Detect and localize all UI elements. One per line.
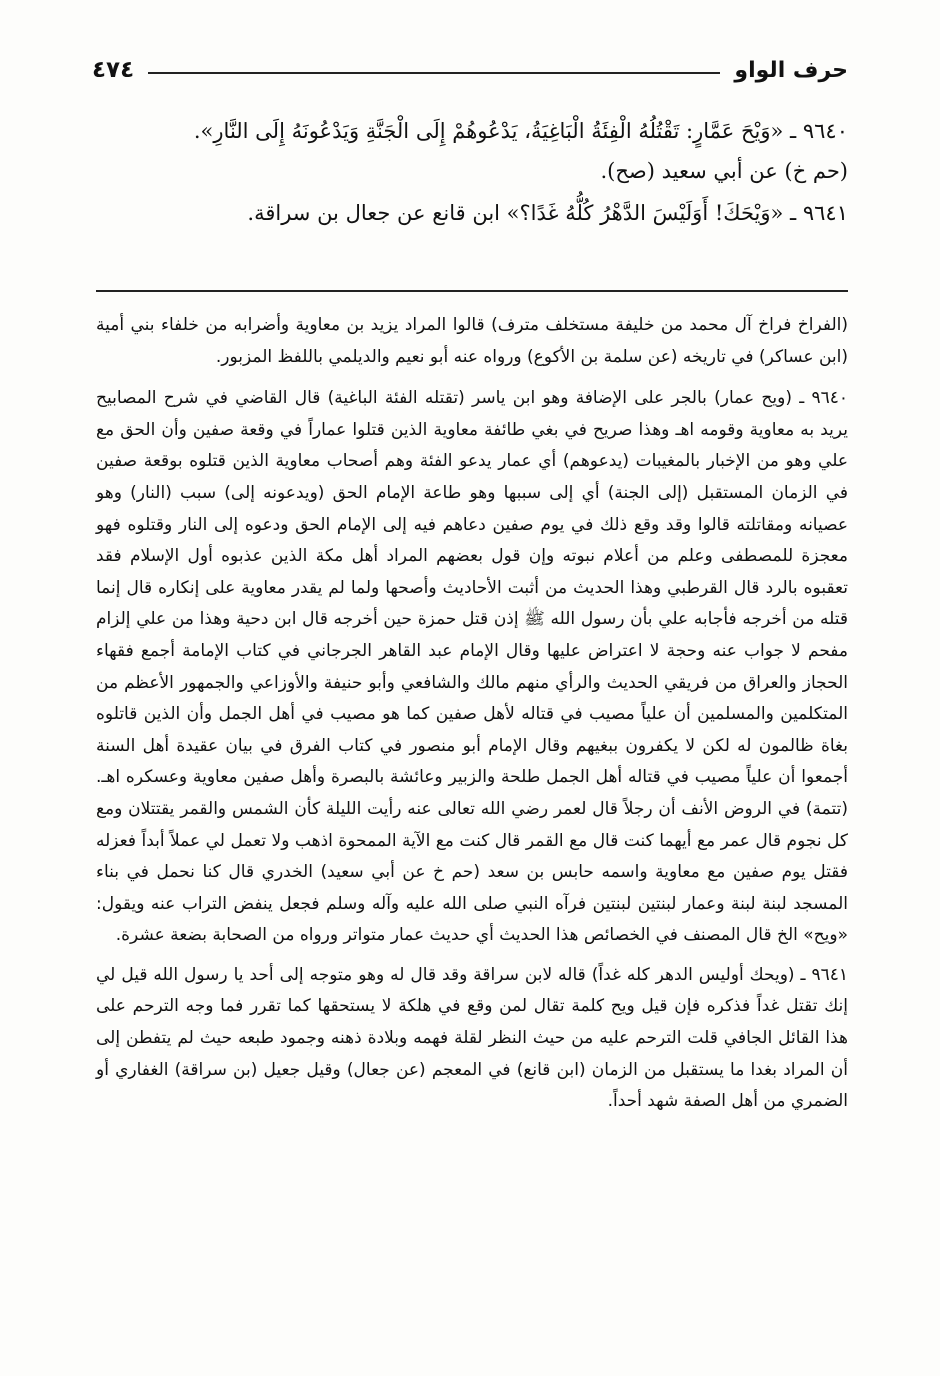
hadith-text <box>96 112 848 236</box>
section-divider <box>96 290 848 292</box>
commentary <box>96 310 848 1126</box>
commentary-paragraph-9641: ٩٦٤١ ـ (ويحك أوليس الدهر كله غداً) قاله لابن سراقة وقد قال له وهو متوجه إلى أحد يا رسول الله قيل لي إنك تقتل غداً فذكره فإن قيل ويح كلمة تقال لمن وقع في هلكة لا يستحقها كما تقرر فما وجه الترحم على هذا القائل الجافي قلت الترحم عليه من حيث النظر لقلة فهمه وبلادة ذهنه وجمود طبعه حيث لم يتفطن إلى أن المراد بغدا ما يستقبل من الزمان (ابن قانع) في المعجم (عن جعال) وقيل جعيل (بن سراقة) الغفاري أو الضمري من أهل الصفة شهد أحداً. <box>96 964 848 1112</box>
commentary-paragraph-9640: ٩٦٤٠ ـ (ويح عمار) بالجر على الإضافة وهو ابن ياسر (تقتله الفئة الباغية) قال القاضي في شرح المصابيح يريد به معاوية وقومه اهـ وهذا صريح في بغي طائفة معاوية الذين قتلوا عماراً في وقعة صفين وأن الحق مع علي وهو من الإخبار بالمغيبات (يدعوهم) أي عمار يدعو الفئة وهم أصحاب معاوية الذين قتلوه بوقعة صفين في الزمان المستقبل (إلى الجنة) أي إلى سببها وهو طاعة الإمام الحق (ويدعونه إلى) سبب (النار) وهو عصيانه ومقاتلته قالوا وقد وقع ذلك في يوم صفين دعاهم فيه إلى الإمام الحق ودعوه إلى النار وقتلوه فهو معجزة للمصطفى وعلم من أعلام نبوته وإن قول بعضهم المراد أهل مكة الذين عذبوه أول الإسلام فقد تعقبوه بالرد قال القرطبي وهذا الحديث من أثبت الأحاديث وأصحها ولما لم يقدر معاوية على إنكاره قال إنما قتله من أخرجه فأجابه علي بأن رسول الله ﷺ إذن قتل حمزة حين أخرجه قال ابن دحية وهذا من علي إلزام مفحم لا جواب عنه وحجة لا اعتراض عليها وقال الإمام عبد القاهر الجرجاني في كتاب الإمامة أجمع فقهاء الحجاز والعراق من فريقي الحديث والرأي منهم مالك والشافعي وأبو حنيفة والأوزاعي والجمهور الأعظم من المتكلمين والمسلمين أن علياً مصيب في قتاله لأهل صفين كما هو مصيب في أهل الجمل وأن الذين قاتلوه بغاة ظالمون له لكن لا يكفرون ببغيهم وقال الإمام أبو منصور في كتاب الفرق في بيان عقيدة أهل السنة أجمعوا أن علياً مصيب في قتاله أهل الجمل طلحة والزبير وعائشة بالبصرة وأهل صفين معاوية وعسكره اهـ. (تتمة) في الروض الأنف أن رجلاً قال لعمر رضي الله تعالى عنه رأيت الليلة كأن الشمس والقمر يقتتلان ومع كل نجوم قال عمر مع أيهما كنت قال مع القمر قال كنت مع الآية الممحوة اذهب ولا تعمل لي عملاً أبداً فعزله فقتل يوم صفين مع معاوية واسمه حابس بن سعد (حم خ عن أبي سعيد) الخدري قال كنا نحمل في بناء المسجد لبنة لبنة وعمار لبنتين لبنتين فرآه النبي صلى الله عليه وآله وسلم فجعل ينفض التراب عنه ويقول: «ويح» الخ قال المصنف في الخصائص هذا الحديث أي حديث عمار متواتر ورواه من الصحابة بضعة عشرة. <box>96 388 848 946</box>
commentary-paragraph-continued: (الفراخ فراخ آل محمد من خليفة مستخلف مترف) قالوا المراد يزيد بن معاوية وأضرابه من خلفاء بني أمية (ابن عساكر) في تاريخه (عن سلمة بن الأكوع) ورواه عنه أبو نعيم والديلمي باللفظ المزبور. <box>96 315 848 367</box>
header-rule <box>148 72 720 74</box>
hadith-9640: ٩٦٤٠ ـ «وَيْحَ عَمَّارٍ: تَقْتُلُهُ الْفِئَةُ الْبَاغِيَةُ، يَدْعُوهُمْ إِلَى الْجَنَّةِ وَيَدْعُونَهُ إِلَى النَّارِ». <box>193 119 848 143</box>
running-head <box>92 52 848 88</box>
page-number: ٤٧٤ <box>92 57 135 83</box>
chapter-title: حرف الواو <box>734 57 848 83</box>
hadith-9641: ٩٦٤١ ـ «وَيْحَكَ! أَوَلَيْسَ الدَّهْرُ كُلُّهُ غَدًا؟» ابن قانع عن جعال بن سراقة. <box>247 201 848 225</box>
hadith-9640-source: (حم خ) عن أبي سعيد (صح). <box>600 159 848 183</box>
